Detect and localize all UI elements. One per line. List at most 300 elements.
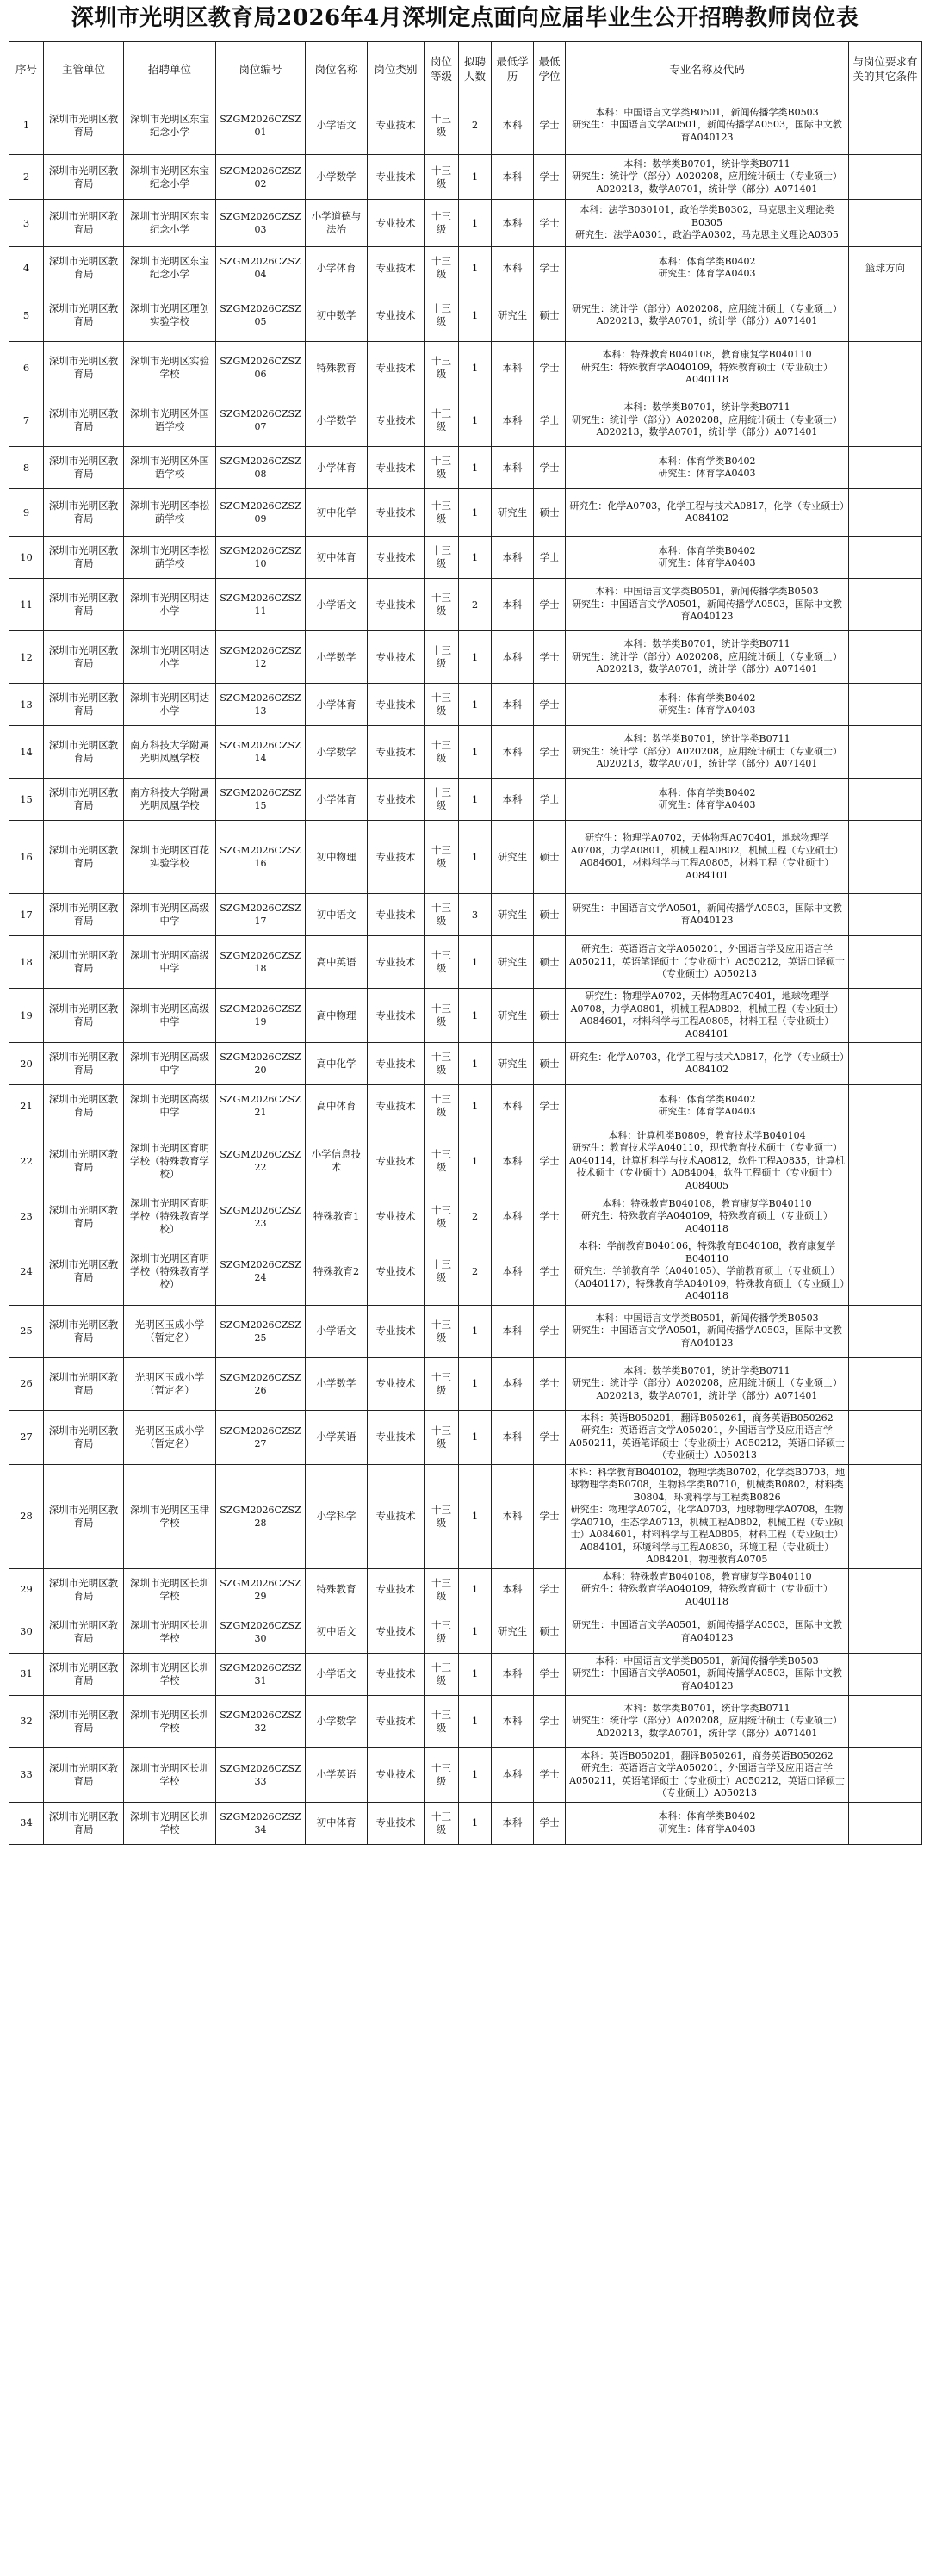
cell-count: 1 [459, 247, 492, 289]
cell-category: 专业技术 [368, 1043, 425, 1085]
table-row [9, 200, 922, 247]
cell-education: 研究生 [492, 289, 534, 342]
cell-post: 小学信息技术 [306, 1127, 368, 1195]
cell-degree: 硕士 [534, 1043, 566, 1085]
cell-post: 高中英语 [306, 936, 368, 989]
cell-supervisor: 深圳市光明区教育局 [44, 1653, 124, 1695]
table-row [9, 1747, 922, 1802]
cell-no: 11 [9, 579, 44, 631]
cell-category: 专业技术 [368, 936, 425, 989]
cell-grade: 十三级 [425, 821, 459, 894]
cell-major: 本科：中国语言文学类B0501，新闻传播学类B0503 研究生：中国语言文学A0501，新闻传播学A0503，国际中文教育A040123 [566, 96, 849, 155]
table-row [9, 394, 922, 447]
cell-count: 1 [459, 1357, 492, 1410]
table-header [9, 42, 922, 96]
cell-count: 1 [459, 447, 492, 489]
cell-count: 1 [459, 631, 492, 684]
cell-education: 本科 [492, 1305, 534, 1357]
table-body [9, 96, 922, 1845]
cell-major: 本科：英语B050201，翻译B050261，商务英语B050262 研究生：英语语言文学A050201，外国语言学及应用语言学A050211，英语笔译硕士（专业硕士）A050212，英语口译硕士（专业硕士）A050213 [566, 1747, 849, 1802]
cell-supervisor: 深圳市光明区教育局 [44, 779, 124, 821]
cell-post: 高中化学 [306, 1043, 368, 1085]
cell-unit: 深圳市光明区理创实验学校 [124, 289, 216, 342]
cell-major: 本科：体育学类B0402 研究生：体育学A0403 [566, 779, 849, 821]
cell-education: 本科 [492, 1195, 534, 1238]
cell-supervisor: 深圳市光明区教育局 [44, 1043, 124, 1085]
cell-supervisor: 深圳市光明区教育局 [44, 1195, 124, 1238]
cell-supervisor: 深圳市光明区教育局 [44, 289, 124, 342]
cell-other [849, 821, 922, 894]
cell-post: 小学数学 [306, 155, 368, 200]
cell-education: 本科 [492, 96, 534, 155]
cell-other [849, 1653, 922, 1695]
cell-education: 本科 [492, 579, 534, 631]
cell-degree: 学士 [534, 631, 566, 684]
table-row [9, 1238, 922, 1306]
cell-degree: 学士 [534, 579, 566, 631]
cell-supervisor: 深圳市光明区教育局 [44, 1085, 124, 1127]
cell-post: 初中语文 [306, 894, 368, 936]
cell-count: 2 [459, 1195, 492, 1238]
cell-no: 3 [9, 200, 44, 247]
cell-count: 1 [459, 489, 492, 537]
cell-post: 小学语文 [306, 1653, 368, 1695]
cell-grade: 十三级 [425, 1238, 459, 1306]
cell-major: 本科：数学类B0701，统计学类B0711 研究生：统计学（部分）A020208，应用统计硕士（专业硕士）A020213，数学A0701，统计学（部分）A071401 [566, 1357, 849, 1410]
cell-supervisor: 深圳市光明区教育局 [44, 821, 124, 894]
cell-unit: 光明区玉成小学（暂定名） [124, 1305, 216, 1357]
cell-other [849, 200, 922, 247]
cell-count: 1 [459, 1043, 492, 1085]
cell-no: 18 [9, 936, 44, 989]
cell-grade: 十三级 [425, 200, 459, 247]
cell-unit: 深圳市光明区长圳学校 [124, 1611, 216, 1653]
table-row [9, 1568, 922, 1611]
cell-post: 小学数学 [306, 1357, 368, 1410]
cell-supervisor: 深圳市光明区教育局 [44, 489, 124, 537]
cell-grade: 十三级 [425, 1802, 459, 1844]
cell-count: 1 [459, 394, 492, 447]
cell-degree: 硕士 [534, 989, 566, 1043]
cell-education: 本科 [492, 726, 534, 779]
cell-education: 研究生 [492, 936, 534, 989]
cell-supervisor: 深圳市光明区教育局 [44, 1802, 124, 1844]
cell-category: 专业技术 [368, 1195, 425, 1238]
cell-no: 8 [9, 447, 44, 489]
cell-education: 研究生 [492, 821, 534, 894]
cell-post: 小学道德与法治 [306, 200, 368, 247]
cell-no: 26 [9, 1357, 44, 1410]
cell-category: 专业技术 [368, 342, 425, 394]
cell-other [849, 1043, 922, 1085]
cell-no: 31 [9, 1653, 44, 1695]
cell-code: SZGM2026CZSZ15 [216, 779, 306, 821]
cell-category: 专业技术 [368, 1611, 425, 1653]
cell-unit: 深圳市光明区长圳学校 [124, 1568, 216, 1611]
cell-code: SZGM2026CZSZ28 [216, 1464, 306, 1568]
cell-code: SZGM2026CZSZ14 [216, 726, 306, 779]
cell-code: SZGM2026CZSZ10 [216, 537, 306, 579]
cell-supervisor: 深圳市光明区教育局 [44, 1747, 124, 1802]
cell-no: 6 [9, 342, 44, 394]
cell-count: 1 [459, 1611, 492, 1653]
cell-post: 初中数学 [306, 289, 368, 342]
cell-other [849, 726, 922, 779]
cell-grade: 十三级 [425, 247, 459, 289]
cell-education: 研究生 [492, 489, 534, 537]
cell-supervisor: 深圳市光明区教育局 [44, 200, 124, 247]
cell-grade: 十三级 [425, 1410, 459, 1464]
cell-other [849, 1127, 922, 1195]
cell-major: 本科：中国语言文学类B0501，新闻传播学类B0503 研究生：中国语言文学A0501，新闻传播学A0503，国际中文教育A040123 [566, 1305, 849, 1357]
cell-grade: 十三级 [425, 579, 459, 631]
header-cell-major: 专业名称及代码 [566, 42, 849, 96]
cell-degree: 学士 [534, 1195, 566, 1238]
cell-degree: 学士 [534, 1238, 566, 1306]
cell-supervisor: 深圳市光明区教育局 [44, 96, 124, 155]
cell-count: 1 [459, 342, 492, 394]
cell-degree: 学士 [534, 394, 566, 447]
cell-other [849, 1195, 922, 1238]
cell-no: 15 [9, 779, 44, 821]
cell-post: 初中体育 [306, 1802, 368, 1844]
cell-no: 12 [9, 631, 44, 684]
cell-post: 小学语文 [306, 1305, 368, 1357]
cell-unit: 深圳市光明区东宝纪念小学 [124, 96, 216, 155]
cell-category: 专业技术 [368, 394, 425, 447]
cell-major: 本科：计算机类B0809，教育技术学B040104 研究生：教育技术学A040110，现代教育技术硕士（专业硕士）A040114，计算机科学与技术A0812，软件工程A0835，计算机技术硕士（专业硕士）A084004，软件工程硕士（专业硕士）A084005 [566, 1127, 849, 1195]
cell-major: 研究生：化学A0703，化学工程与技术A0817，化学（专业硕士）A084102 [566, 489, 849, 537]
table-row [9, 1802, 922, 1844]
cell-degree: 学士 [534, 537, 566, 579]
cell-code: SZGM2026CZSZ20 [216, 1043, 306, 1085]
table-row [9, 579, 922, 631]
cell-code: SZGM2026CZSZ29 [216, 1568, 306, 1611]
cell-post: 高中物理 [306, 989, 368, 1043]
cell-other [849, 1568, 922, 1611]
cell-unit: 光明区玉成小学（暂定名） [124, 1410, 216, 1464]
cell-unit: 深圳市光明区高级中学 [124, 936, 216, 989]
cell-no: 13 [9, 684, 44, 726]
cell-grade: 十三级 [425, 779, 459, 821]
cell-no: 32 [9, 1695, 44, 1747]
cell-unit: 南方科技大学附属光明凤凰学校 [124, 779, 216, 821]
cell-other [849, 1085, 922, 1127]
table-row [9, 96, 922, 155]
cell-count: 2 [459, 96, 492, 155]
cell-count: 1 [459, 1568, 492, 1611]
table-row [9, 537, 922, 579]
cell-code: SZGM2026CZSZ16 [216, 821, 306, 894]
cell-other [849, 1695, 922, 1747]
cell-other [849, 1802, 922, 1844]
cell-degree: 硕士 [534, 1611, 566, 1653]
cell-post: 小学数学 [306, 1695, 368, 1747]
cell-major: 本科：法学B030101，政治学类B0302，马克思主义理论类B0305 研究生：法学A0301，政治学A0302，马克思主义理论A0305 [566, 200, 849, 247]
cell-category: 专业技术 [368, 1653, 425, 1695]
cell-education: 本科 [492, 1238, 534, 1306]
table-row [9, 1085, 922, 1127]
cell-degree: 学士 [534, 96, 566, 155]
header-cell-education: 最低学历 [492, 42, 534, 96]
cell-grade: 十三级 [425, 489, 459, 537]
cell-grade: 十三级 [425, 1568, 459, 1611]
cell-major: 研究生：物理学A0702，天体物理A070401，地球物理学A0708，力学A0801，机械工程A0802，机械工程（专业硕士）A084601，材料科学与工程A0805，材料工程（专业硕士）A084101 [566, 989, 849, 1043]
cell-unit: 深圳市光明区长圳学校 [124, 1747, 216, 1802]
document-title: 深圳市光明区教育局2026年4月深圳定点面向应届毕业生公开招聘教师岗位表 [71, 5, 859, 31]
cell-post: 初中语文 [306, 1611, 368, 1653]
cell-other [849, 1464, 922, 1568]
cell-count: 1 [459, 821, 492, 894]
cell-other: 篮球方向 [849, 247, 922, 289]
table-row [9, 1410, 922, 1464]
cell-grade: 十三级 [425, 96, 459, 155]
cell-code: SZGM2026CZSZ31 [216, 1653, 306, 1695]
cell-supervisor: 深圳市光明区教育局 [44, 342, 124, 394]
cell-degree: 学士 [534, 1568, 566, 1611]
cell-major: 本科：体育学类B0402 研究生：体育学A0403 [566, 537, 849, 579]
cell-other [849, 684, 922, 726]
cell-no: 7 [9, 394, 44, 447]
cell-supervisor: 深圳市光明区教育局 [44, 394, 124, 447]
cell-category: 专业技术 [368, 447, 425, 489]
table-row [9, 1357, 922, 1410]
cell-major: 本科：数学类B0701，统计学类B0711 研究生：统计学（部分）A020208，应用统计硕士（专业硕士）A020213，数学A0701，统计学（部分）A071401 [566, 631, 849, 684]
cell-grade: 十三级 [425, 1695, 459, 1747]
cell-count: 3 [459, 894, 492, 936]
cell-education: 研究生 [492, 989, 534, 1043]
cell-unit: 光明区玉成小学（暂定名） [124, 1357, 216, 1410]
cell-code: SZGM2026CZSZ04 [216, 247, 306, 289]
cell-code: SZGM2026CZSZ32 [216, 1695, 306, 1747]
cell-count: 1 [459, 289, 492, 342]
cell-count: 1 [459, 1695, 492, 1747]
cell-degree: 学士 [534, 1410, 566, 1464]
cell-category: 专业技术 [368, 684, 425, 726]
cell-other [849, 1611, 922, 1653]
cell-major: 研究生：中国语言文学A0501，新闻传播学A0503，国际中文教育A040123 [566, 1611, 849, 1653]
cell-other [849, 342, 922, 394]
cell-unit: 深圳市光明区东宝纪念小学 [124, 155, 216, 200]
cell-post: 特殊教育1 [306, 1195, 368, 1238]
cell-degree: 硕士 [534, 489, 566, 537]
cell-major: 研究生：化学A0703，化学工程与技术A0817，化学（专业硕士）A084102 [566, 1043, 849, 1085]
cell-code: SZGM2026CZSZ05 [216, 289, 306, 342]
cell-no: 16 [9, 821, 44, 894]
cell-other [849, 1747, 922, 1802]
cell-category: 专业技术 [368, 1127, 425, 1195]
cell-grade: 十三级 [425, 155, 459, 200]
cell-education: 研究生 [492, 1611, 534, 1653]
cell-degree: 学士 [534, 1802, 566, 1844]
cell-count: 1 [459, 537, 492, 579]
cell-no: 20 [9, 1043, 44, 1085]
cell-education: 本科 [492, 447, 534, 489]
cell-major: 本科：体育学类B0402 研究生：体育学A0403 [566, 1802, 849, 1844]
cell-no: 10 [9, 537, 44, 579]
cell-category: 专业技术 [368, 894, 425, 936]
cell-degree: 学士 [534, 155, 566, 200]
cell-unit: 深圳市光明区明达小学 [124, 579, 216, 631]
cell-education: 研究生 [492, 894, 534, 936]
cell-count: 1 [459, 1802, 492, 1844]
cell-grade: 十三级 [425, 342, 459, 394]
cell-degree: 学士 [534, 1085, 566, 1127]
cell-education: 本科 [492, 1085, 534, 1127]
cell-count: 1 [459, 989, 492, 1043]
cell-post: 小学数学 [306, 726, 368, 779]
cell-supervisor: 深圳市光明区教育局 [44, 726, 124, 779]
cell-unit: 深圳市光明区东宝纪念小学 [124, 200, 216, 247]
table-row [9, 1195, 922, 1238]
cell-category: 专业技术 [368, 726, 425, 779]
cell-unit: 深圳市光明区高级中学 [124, 989, 216, 1043]
cell-degree: 学士 [534, 726, 566, 779]
cell-code: SZGM2026CZSZ13 [216, 684, 306, 726]
table-row [9, 1611, 922, 1653]
header-cell-count: 拟聘人数 [459, 42, 492, 96]
cell-other [849, 155, 922, 200]
cell-grade: 十三级 [425, 394, 459, 447]
cell-unit: 深圳市光明区明达小学 [124, 684, 216, 726]
header-cell-degree: 最低学位 [534, 42, 566, 96]
cell-code: SZGM2026CZSZ33 [216, 1747, 306, 1802]
header-cell-grade: 岗位等级 [425, 42, 459, 96]
cell-count: 1 [459, 1305, 492, 1357]
cell-grade: 十三级 [425, 1127, 459, 1195]
table-row [9, 631, 922, 684]
cell-unit: 深圳市光明区育明学校（特殊教育学校） [124, 1238, 216, 1306]
cell-unit: 深圳市光明区外国语学校 [124, 447, 216, 489]
cell-supervisor: 深圳市光明区教育局 [44, 684, 124, 726]
cell-supervisor: 深圳市光明区教育局 [44, 631, 124, 684]
cell-post: 特殊教育 [306, 342, 368, 394]
cell-education: 本科 [492, 631, 534, 684]
cell-no: 24 [9, 1238, 44, 1306]
cell-category: 专业技术 [368, 1085, 425, 1127]
cell-other [849, 894, 922, 936]
table-row [9, 821, 922, 894]
cell-degree: 学士 [534, 1305, 566, 1357]
cell-major: 本科：数学类B0701，统计学类B0711 研究生：统计学（部分）A020208，应用统计硕士（专业硕士）A020213，数学A0701，统计学（部分）A071401 [566, 726, 849, 779]
cell-unit: 深圳市光明区育明学校（特殊教育学校） [124, 1195, 216, 1238]
cell-education: 本科 [492, 342, 534, 394]
cell-no: 5 [9, 289, 44, 342]
cell-count: 1 [459, 1410, 492, 1464]
cell-other [849, 1238, 922, 1306]
cell-supervisor: 深圳市光明区教育局 [44, 579, 124, 631]
cell-code: SZGM2026CZSZ19 [216, 989, 306, 1043]
header-cell-supervisor: 主管单位 [44, 42, 124, 96]
cell-count: 1 [459, 779, 492, 821]
cell-degree: 硕士 [534, 894, 566, 936]
cell-code: SZGM2026CZSZ23 [216, 1195, 306, 1238]
cell-supervisor: 深圳市光明区教育局 [44, 894, 124, 936]
cell-unit: 深圳市光明区李松蓢学校 [124, 537, 216, 579]
cell-supervisor: 深圳市光明区教育局 [44, 1410, 124, 1464]
cell-other [849, 579, 922, 631]
cell-code: SZGM2026CZSZ21 [216, 1085, 306, 1127]
cell-major: 本科：特殊教育B040108，教育康复学B040110 研究生：特殊教育学A040109，特殊教育硕士（专业硕士）A040118 [566, 1195, 849, 1238]
cell-count: 1 [459, 1747, 492, 1802]
cell-no: 14 [9, 726, 44, 779]
cell-category: 专业技术 [368, 1305, 425, 1357]
cell-no: 22 [9, 1127, 44, 1195]
table-row [9, 726, 922, 779]
cell-other [849, 1357, 922, 1410]
cell-no: 33 [9, 1747, 44, 1802]
cell-category: 专业技术 [368, 96, 425, 155]
cell-category: 专业技术 [368, 579, 425, 631]
cell-supervisor: 深圳市光明区教育局 [44, 1568, 124, 1611]
cell-major: 本科：中国语言文学类B0501，新闻传播学类B0503 研究生：中国语言文学A0501，新闻传播学A0503，国际中文教育A040123 [566, 579, 849, 631]
cell-no: 19 [9, 989, 44, 1043]
cell-count: 1 [459, 726, 492, 779]
cell-post: 特殊教育 [306, 1568, 368, 1611]
cell-category: 专业技术 [368, 1695, 425, 1747]
cell-code: SZGM2026CZSZ18 [216, 936, 306, 989]
cell-grade: 十三级 [425, 1357, 459, 1410]
cell-major: 本科：体育学类B0402 研究生：体育学A0403 [566, 684, 849, 726]
cell-code: SZGM2026CZSZ34 [216, 1802, 306, 1844]
cell-major: 本科：体育学类B0402 研究生：体育学A0403 [566, 447, 849, 489]
cell-education: 本科 [492, 1747, 534, 1802]
cell-no: 23 [9, 1195, 44, 1238]
cell-other [849, 96, 922, 155]
cell-other [849, 1305, 922, 1357]
cell-major: 本科：体育学类B0402 研究生：体育学A0403 [566, 1085, 849, 1127]
table-row [9, 489, 922, 537]
cell-unit: 深圳市光明区长圳学校 [124, 1695, 216, 1747]
cell-count: 2 [459, 1238, 492, 1306]
table-row [9, 779, 922, 821]
cell-other [849, 537, 922, 579]
cell-major: 本科：英语B050201，翻译B050261，商务英语B050262 研究生：英语语言文学A050201，外国语言学及应用语言学A050211，英语笔译硕士（专业硕士）A050212，英语口译硕士（专业硕士）A050213 [566, 1410, 849, 1464]
table-row [9, 894, 922, 936]
header-cell-category: 岗位类别 [368, 42, 425, 96]
cell-grade: 十三级 [425, 1195, 459, 1238]
header-cell-other: 与岗位要求有关的其它条件 [849, 42, 922, 96]
cell-code: SZGM2026CZSZ09 [216, 489, 306, 537]
table-row [9, 1043, 922, 1085]
cell-major: 本科：中国语言文学类B0501，新闻传播学类B0503 研究生：中国语言文学A0501，新闻传播学A0503，国际中文教育A040123 [566, 1653, 849, 1695]
cell-code: SZGM2026CZSZ25 [216, 1305, 306, 1357]
cell-education: 本科 [492, 537, 534, 579]
cell-no: 25 [9, 1305, 44, 1357]
cell-other [849, 936, 922, 989]
table-row [9, 989, 922, 1043]
cell-degree: 学士 [534, 1747, 566, 1802]
cell-post: 初中物理 [306, 821, 368, 894]
cell-unit: 深圳市光明区长圳学校 [124, 1653, 216, 1695]
cell-unit: 南方科技大学附属光明凤凰学校 [124, 726, 216, 779]
cell-supervisor: 深圳市光明区教育局 [44, 1357, 124, 1410]
cell-code: SZGM2026CZSZ11 [216, 579, 306, 631]
cell-education: 本科 [492, 1464, 534, 1568]
cell-code: SZGM2026CZSZ08 [216, 447, 306, 489]
cell-category: 专业技术 [368, 200, 425, 247]
cell-code: SZGM2026CZSZ24 [216, 1238, 306, 1306]
cell-grade: 十三级 [425, 1305, 459, 1357]
cell-post: 小学语文 [306, 579, 368, 631]
cell-post: 小学数学 [306, 631, 368, 684]
cell-unit: 深圳市光明区实验学校 [124, 342, 216, 394]
cell-degree: 学士 [534, 1357, 566, 1410]
cell-no: 34 [9, 1802, 44, 1844]
cell-other [849, 1410, 922, 1464]
cell-education: 本科 [492, 1127, 534, 1195]
cell-no: 17 [9, 894, 44, 936]
